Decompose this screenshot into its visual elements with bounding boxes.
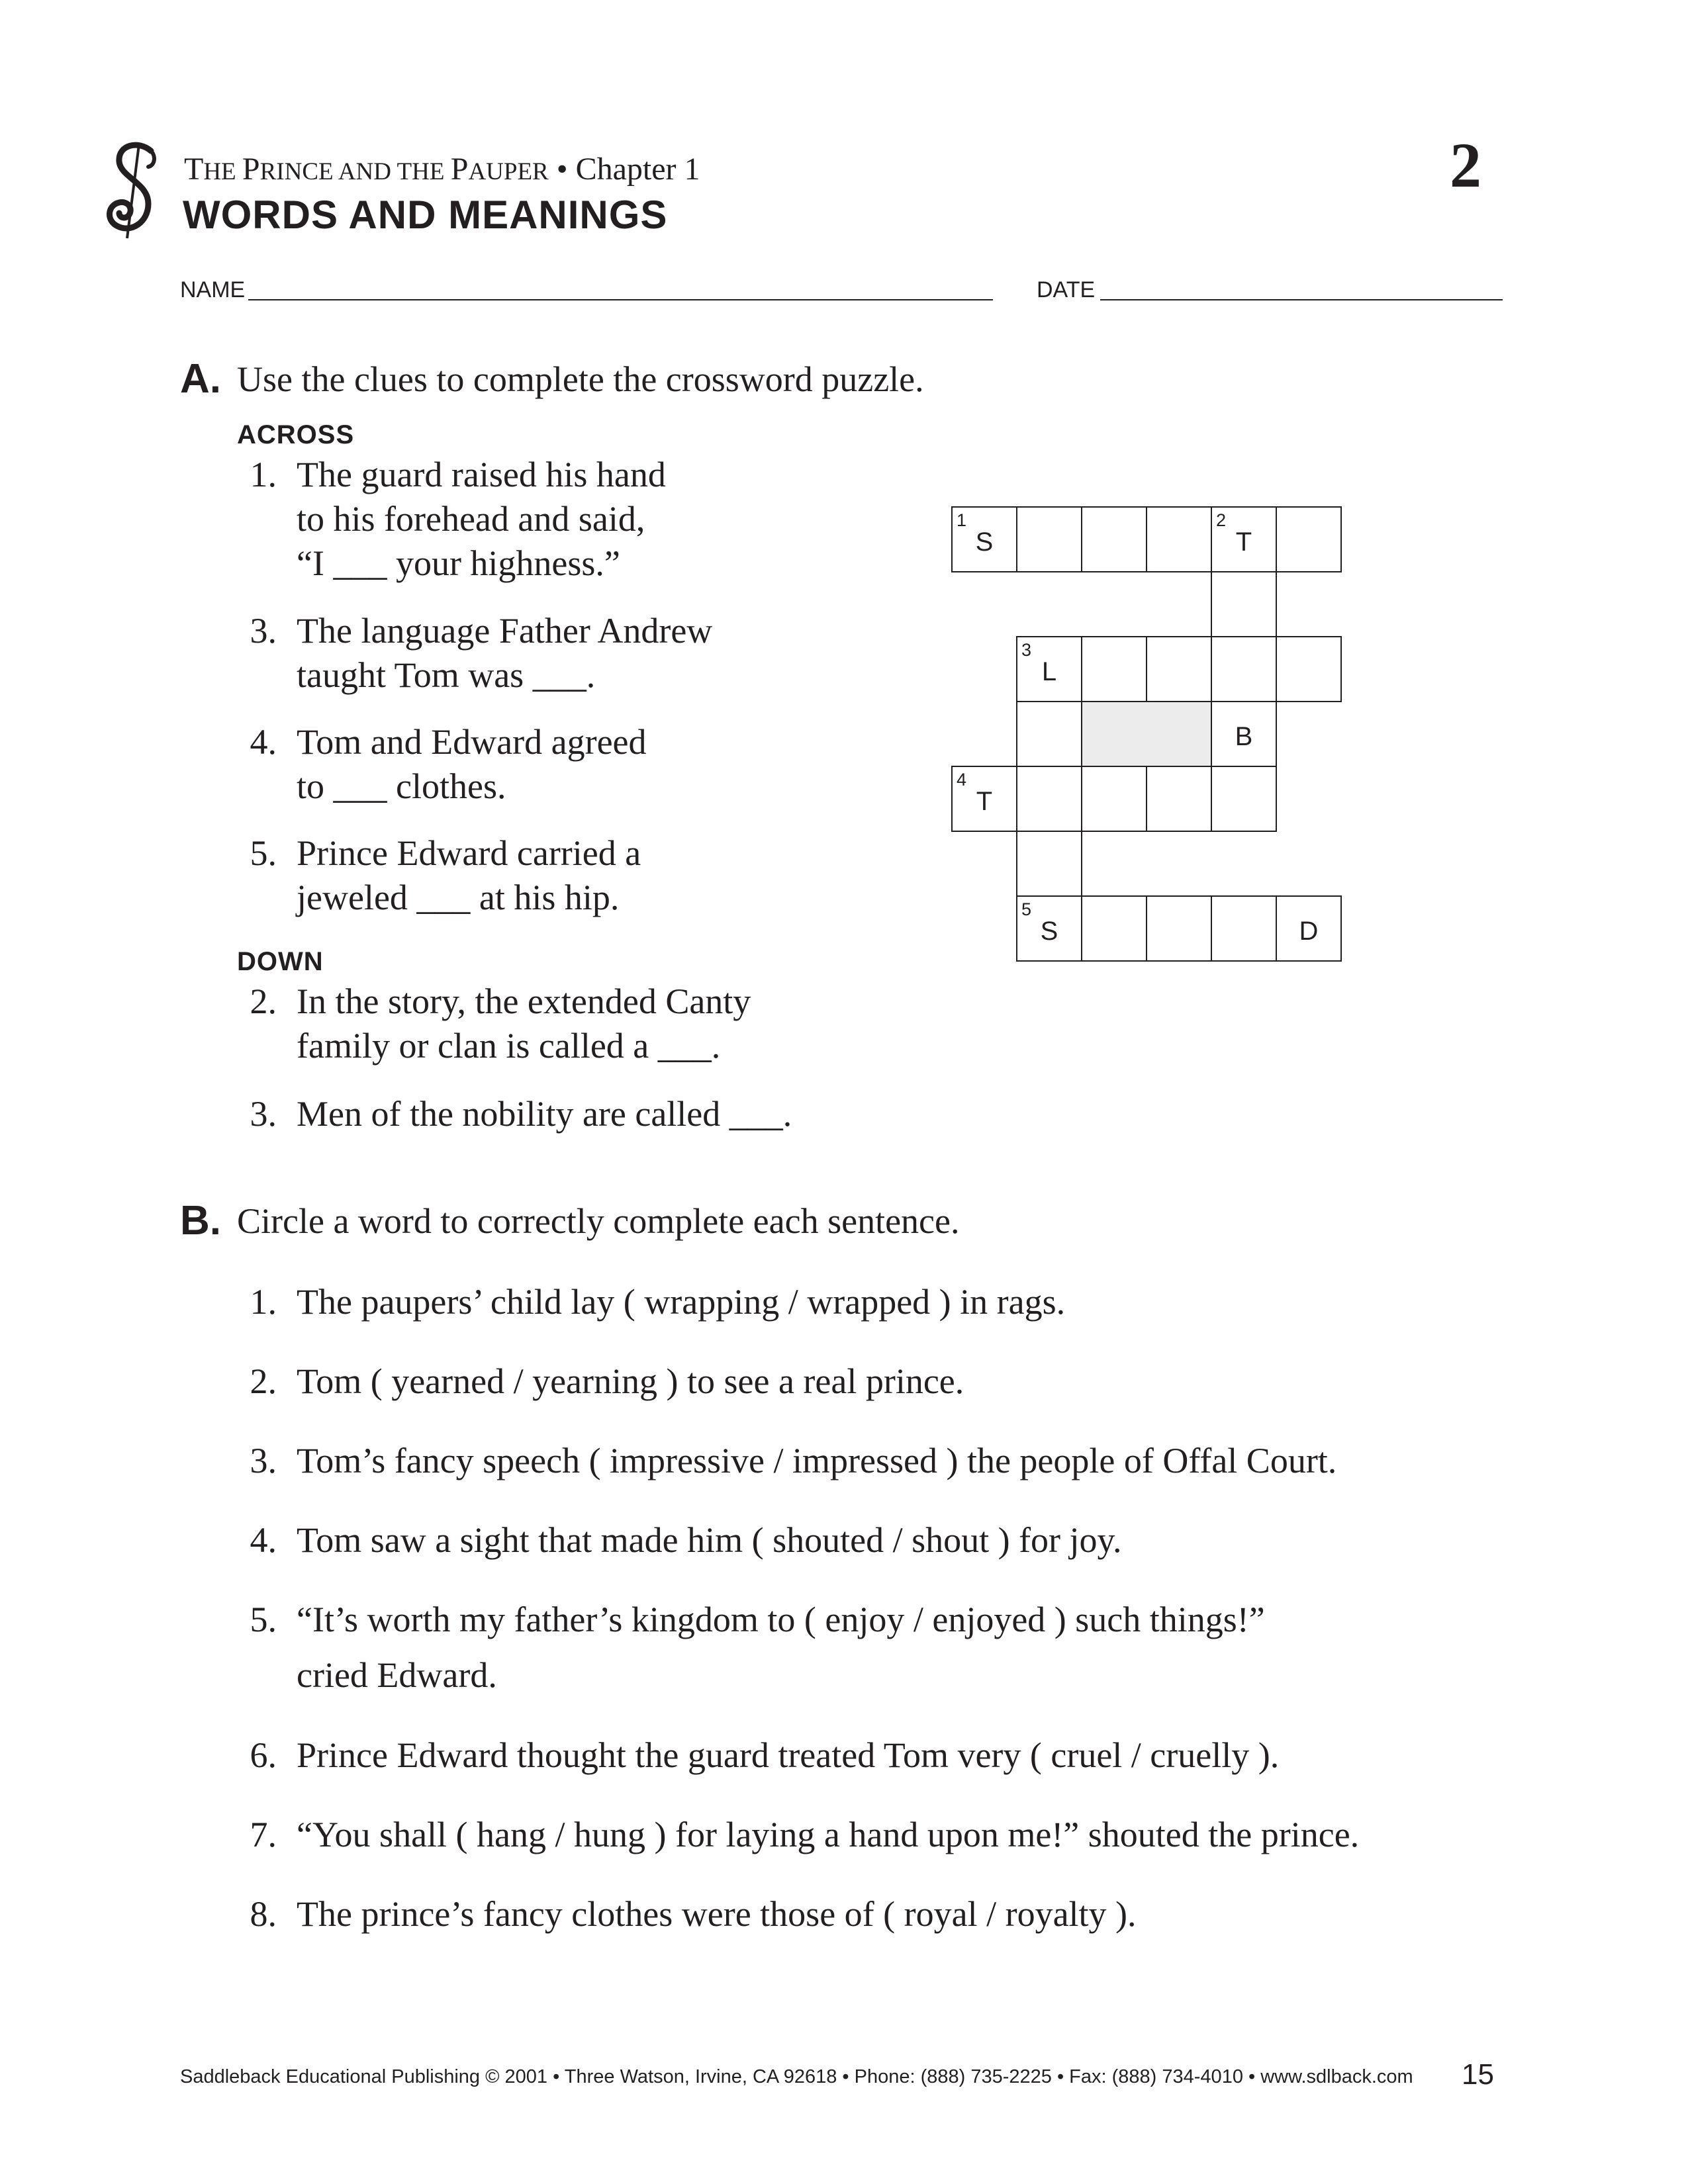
crossword-cell[interactable] [1016,701,1082,767]
crossword-cell[interactable] [1016,766,1082,832]
section-a-instruction: Use the clues to complete the crossword puzzle. [237,359,924,399]
sentence-4: 4. Tom saw a sight that made him ( shouted / shout ) for joy. [250,1520,1122,1560]
crossword-cell[interactable] [1211,571,1277,637]
crossword-cell[interactable] [1081,506,1147,572]
section-a-letter: A. [180,356,221,402]
across-clue-4: 4. Tom and Edward agreed to ___ clothes. [250,722,647,806]
crossword-cell[interactable]: D [1276,895,1342,962]
across-heading: ACROSS [237,420,355,449]
crossword-cell[interactable] [1276,636,1342,702]
worksheet-number: 2 [1450,130,1481,201]
crossword-cell[interactable] [1211,895,1277,962]
sentence-2: 2. Tom ( yearned / yearning ) to see a real prince. [250,1361,964,1401]
sentence-5: 5. “It’s worth my father’s kingdom to ( enjoy / enjoyed ) such things!” cried Edward. [250,1600,1265,1695]
crossword-cell[interactable] [1081,766,1147,832]
down-clue-2: 2. In the story, the extended Canty family or clan is called a ___. [250,981,751,1066]
crossword-cell[interactable]: 3 L [1016,636,1082,702]
crossword-cell[interactable] [1081,636,1147,702]
saddleback-s-logo-icon [99,139,172,245]
publisher-footer: Saddleback Educational Publishing © 2001 • Three Watson, Irvine, CA 92618 • Phone: (888) 735-2225 • Fax: (888) 734-4010 • www.sdlback.com [180,2066,1413,2087]
down-clue-3: 3. Men of the nobility are called ___. [250,1094,792,1134]
down-heading: DOWN [237,947,324,976]
sentence-8: 8. The prince’s fancy clothes were those of ( royal / royalty ). [250,1894,1137,1934]
book-series-title: THE PRINCE AND THE PAUPER • Chapter 1 [184,152,700,187]
crossword-cell[interactable] [1211,636,1277,702]
crossword-cell[interactable] [1146,506,1212,572]
across-clue-5: 5. Prince Edward carried a jeweled ___ at his hip. [250,833,641,917]
sentence-6: 6. Prince Edward thought the guard treated Tom very ( cruel / cruelly ). [250,1735,1280,1775]
crossword-cell[interactable]: 4 T [951,766,1017,832]
crossword-cell[interactable]: 2 T [1211,506,1277,572]
crossword-cell[interactable] [1211,766,1277,832]
across-clue-1: 1. The guard raised his hand to his forehead and said, “I ___ your highness.” [250,455,666,583]
crossword-cell[interactable]: 5 S [1016,895,1082,962]
name-label: NAME [180,277,246,302]
date-field[interactable] [1100,299,1503,300]
date-label: DATE [1037,277,1096,302]
crossword-blank-cell [1081,701,1147,767]
section-b-instruction: Circle a word to correctly complete each sentence. [237,1201,960,1241]
page-number: 15 [1462,2058,1494,2091]
crossword-cell[interactable] [1146,636,1212,702]
crossword-grid [951,506,1348,970]
crossword-cell[interactable] [1276,506,1342,572]
crossword-cell[interactable] [1146,766,1212,832]
crossword-cell[interactable] [1016,831,1082,897]
crossword-cell[interactable] [1081,895,1147,962]
crossword-blank-cell [1146,701,1212,767]
section-b-letter: B. [180,1198,221,1244]
crossword-cell[interactable] [1146,895,1212,962]
across-clue-3: 3. The language Father Andrew taught Tom was ___. [250,611,713,695]
page-title: WORDS AND MEANINGS [183,193,668,237]
sentence-1: 1. The paupers’ child lay ( wrapping / wrapped ) in rags. [250,1282,1066,1322]
crossword-cell[interactable]: 1 S [951,506,1017,572]
sentence-7: 7. “You shall ( hang / hung ) for laying a hand upon me!” shouted the prince. [250,1815,1360,1854]
name-field[interactable] [248,299,993,300]
crossword-cell[interactable]: B [1211,701,1277,767]
sentence-3: 3. Tom’s fancy speech ( impressive / impressed ) the people of Offal Court. [250,1441,1337,1480]
crossword-cell[interactable] [1016,506,1082,572]
